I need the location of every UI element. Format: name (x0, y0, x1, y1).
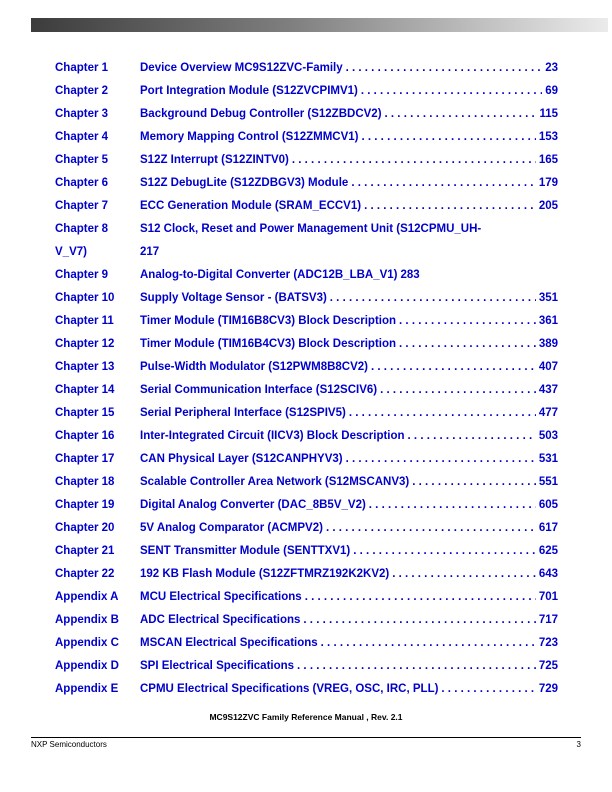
toc-entry-title: Serial Peripheral Interface (S12SPIV5) (140, 407, 346, 419)
toc-entry[interactable] (55, 471, 558, 494)
toc-entry-page: 729 (538, 683, 558, 695)
toc-entry-page: 165 (538, 154, 558, 166)
footer-divider (31, 737, 581, 738)
toc-dot-leader (392, 563, 536, 586)
footer-page-number: 3 (576, 740, 581, 749)
toc-entry-title: Scalable Controller Area Network (S12MSCANV3) (140, 476, 410, 488)
toc-entry-title: Timer Module (TIM16B8CV3) Block Description (140, 315, 397, 327)
toc-entry[interactable] (55, 494, 558, 517)
toc-entry-title: Serial Communication Interface (S12SCIV6) (140, 384, 378, 396)
toc-entry[interactable] (55, 609, 558, 632)
toc-entry[interactable] (55, 126, 558, 149)
toc-entry-title: Device Overview MC9S12ZVC-Family (140, 62, 343, 74)
toc-entry-label: Chapter 18 (55, 476, 115, 488)
toc-entry-page: 23 (545, 62, 558, 74)
toc-entry-label: Chapter 22 (55, 568, 115, 580)
toc-entry-page: 617 (538, 522, 558, 534)
toc-entry-page: 205 (538, 200, 558, 212)
toc-entry-label: Chapter 15 (55, 407, 115, 419)
toc-entry-label: Appendix C (55, 637, 119, 649)
toc-entry[interactable] (55, 655, 558, 678)
toc-dot-leader (412, 471, 536, 494)
toc-entry-label: Chapter 21 (55, 545, 115, 557)
toc-entry[interactable] (55, 563, 558, 586)
toc-entry-label: Chapter 8 (55, 223, 109, 235)
toc-entry-label: Chapter 5 (55, 154, 109, 166)
toc-dot-leader (346, 448, 536, 471)
toc-entry[interactable] (55, 287, 558, 310)
toc-entry-page: 283 (400, 269, 420, 281)
toc-entry[interactable] (55, 172, 558, 195)
toc-entry-page: 503 (538, 430, 558, 442)
toc-entry-page: 115 (539, 108, 558, 120)
toc-entry-label: Chapter 7 (55, 200, 109, 212)
toc-entry-title: Pulse-Width Modulator (S12PWM8B8CV2) (140, 361, 368, 373)
toc-entry-label: Chapter 10 (55, 292, 115, 304)
toc-entry-title: ADC Electrical Specifications (140, 614, 301, 626)
toc-entry-page: 551 (538, 476, 558, 488)
toc-entry-title: S12 Clock, Reset and Power Management Unit (S12CPMU_UH- (140, 223, 482, 235)
toc-entry-label: Chapter 3 (55, 108, 109, 120)
toc-entry-label: Chapter 2 (55, 85, 109, 97)
toc-entry[interactable] (55, 241, 558, 264)
toc-entry-title: S12Z Interrupt (S12ZINTV0) (140, 154, 289, 166)
toc-entry-title: ECC Generation Module (SRAM_ECCV1) (140, 200, 362, 212)
toc-dot-leader (441, 678, 535, 701)
toc-dot-leader (361, 80, 542, 103)
toc-dot-leader (292, 149, 536, 172)
toc-dot-leader (353, 540, 536, 563)
footer-manual-title: MC9S12ZVC Family Reference Manual , Rev. 2.1 (209, 712, 403, 722)
toc-entry[interactable] (55, 103, 558, 126)
header-gradient-bar (31, 18, 608, 32)
toc-entry-title: Inter-Integrated Circuit (IICV3) Block Description (140, 430, 405, 442)
toc-entry-page: 725 (538, 660, 558, 672)
toc-entry-title: S12Z DebugLite (S12ZDBGV3) Module (140, 177, 349, 189)
toc-dot-leader (362, 126, 536, 149)
toc-entry-page: 717 (538, 614, 558, 626)
toc-entry[interactable] (55, 517, 558, 540)
footer-company-name: NXP Semiconductors (31, 740, 107, 749)
toc-entry-page: 153 (538, 131, 558, 143)
toc-entry-label: V_V7) (55, 246, 87, 258)
toc-entry-page: 437 (538, 384, 558, 396)
toc-entry[interactable] (55, 149, 558, 172)
toc-entry-title: 192 KB Flash Module (S12ZFTMRZ192K2KV2) (140, 568, 390, 580)
toc-entry-label: Chapter 19 (55, 499, 115, 511)
toc-entry-title: Digital Analog Converter (DAC_8B5V_V2) (140, 499, 366, 511)
toc-entry[interactable] (55, 310, 558, 333)
toc-entry-page: 605 (538, 499, 558, 511)
toc-dot-leader (326, 517, 536, 540)
toc-entry-page: 389 (538, 338, 558, 350)
toc-entry[interactable] (55, 333, 558, 356)
toc-dot-leader (321, 632, 536, 655)
toc-entry-page: 625 (538, 545, 558, 557)
toc-entry-page: 351 (538, 292, 558, 304)
toc-entry-page: 531 (538, 453, 558, 465)
toc-dot-leader (380, 379, 536, 402)
toc-entry-page: 69 (545, 85, 558, 97)
toc-entry-title: MSCAN Electrical Specifications (140, 637, 318, 649)
toc-entry-label: Chapter 13 (55, 361, 115, 373)
toc-entry[interactable] (55, 356, 558, 379)
toc-entry-label: Chapter 17 (55, 453, 115, 465)
toc-entry-label: Chapter 1 (55, 62, 109, 74)
toc-entry-title: Timer Module (TIM16B4CV3) Block Description (140, 338, 397, 350)
toc-entry-title: Memory Mapping Control (S12ZMMCV1) (140, 131, 359, 143)
toc-entry-title: 5V Analog Comparator (ACMPV2) (140, 522, 323, 534)
toc-dot-leader (371, 356, 536, 379)
toc-dot-leader (364, 195, 536, 218)
toc-entry[interactable] (55, 218, 558, 241)
toc-dot-leader (351, 172, 536, 195)
toc-entry[interactable] (55, 195, 558, 218)
toc-entry-page: 477 (538, 407, 558, 419)
toc-entry[interactable] (55, 57, 558, 80)
toc-entry-page: 643 (538, 568, 558, 580)
toc-entry-title: Port Integration Module (S12ZVCPIMV1) (140, 85, 358, 97)
toc-entry[interactable] (55, 379, 558, 402)
toc-entry[interactable] (55, 678, 558, 701)
toc-entry-page: 723 (538, 637, 558, 649)
toc-entry-label: Chapter 11 (55, 315, 114, 327)
toc-entry-page: 701 (538, 591, 558, 603)
toc-entry-label: Chapter 16 (55, 430, 115, 442)
toc-entry-label: Chapter 12 (55, 338, 115, 350)
toc-entry-title: Background Debug Controller (S12ZBDCV2) (140, 108, 382, 120)
toc-dot-leader (385, 103, 537, 126)
toc-dot-leader (399, 310, 536, 333)
toc-entry-title: Analog-to-Digital Converter (ADC12B_LBA_V1) (140, 269, 398, 281)
toc-entry-label: Chapter 20 (55, 522, 115, 534)
toc-entry-label: Chapter 4 (55, 131, 109, 143)
toc-entry-label: Appendix E (55, 683, 119, 695)
toc-entry-label: Chapter 6 (55, 177, 109, 189)
table-of-contents (55, 57, 558, 701)
toc-entry-title: CPMU Electrical Specifications (VREG, OSC, IRC, PLL) (140, 683, 439, 695)
toc-dot-leader (303, 609, 535, 632)
toc-dot-leader (349, 402, 536, 425)
toc-entry-label: Chapter 9 (55, 269, 109, 281)
toc-entry[interactable] (55, 540, 558, 563)
toc-entry[interactable] (55, 264, 558, 287)
toc-entry-page: 361 (538, 315, 558, 327)
toc-entry-label: Appendix D (55, 660, 119, 672)
toc-entry[interactable] (55, 80, 558, 103)
toc-entry-title: 217 (140, 246, 160, 258)
toc-entry-title: SPI Electrical Specifications (140, 660, 295, 672)
toc-entry-title: MCU Electrical Specifications (140, 591, 302, 603)
toc-entry[interactable] (55, 632, 558, 655)
toc-entry[interactable] (55, 586, 558, 609)
toc-entry-page: 407 (538, 361, 558, 373)
toc-dot-leader (305, 586, 536, 609)
toc-dot-leader (346, 57, 543, 80)
toc-dot-leader (399, 333, 536, 356)
toc-dot-leader (408, 425, 536, 448)
toc-entry-title: CAN Physical Layer (S12CANPHYV3) (140, 453, 343, 465)
toc-entry[interactable] (55, 425, 558, 448)
toc-entry-page: 179 (538, 177, 558, 189)
toc-entry-label: Chapter 14 (55, 384, 115, 396)
toc-dot-leader (369, 494, 536, 517)
toc-entry-label: Appendix B (55, 614, 119, 626)
toc-entry-title: Supply Voltage Sensor - (BATSV3) (140, 292, 327, 304)
toc-dot-leader (330, 287, 536, 310)
toc-entry[interactable] (55, 402, 558, 425)
toc-entry-title: SENT Transmitter Module (SENTTXV1) (140, 545, 351, 557)
toc-dot-leader (297, 655, 536, 678)
toc-entry-label: Appendix A (55, 591, 119, 603)
toc-entry[interactable] (55, 448, 558, 471)
